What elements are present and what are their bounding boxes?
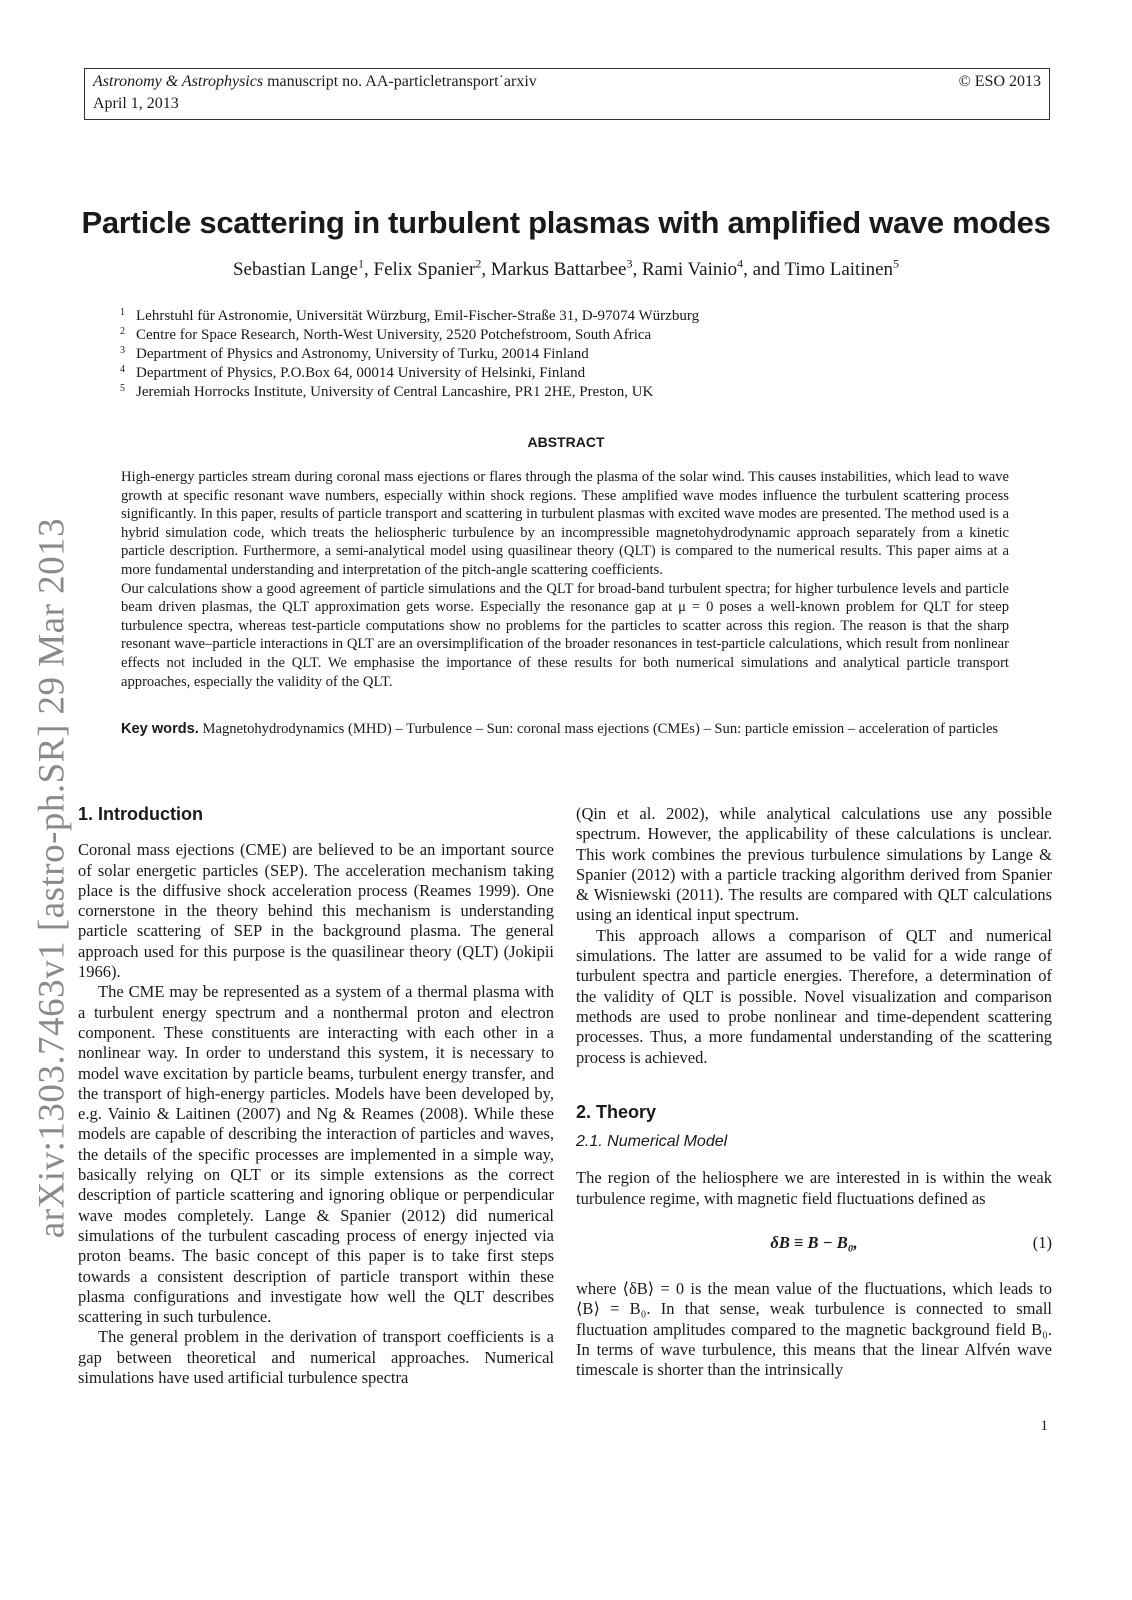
copyright: © ESO 2013 xyxy=(958,73,1041,90)
paragraph: The CME may be represented as a system of a thermal plasma with a turbulent energy spectrum and a nonthermal proton and electron component. These constituents are interacting with each other in a nonlinear way. In order to understand this system, it is necessary to model wave excitation by particle beams, turbulent energy transfer, and the transport of high-energy particles. Models have been developed by, e.g. Vainio & Laitinen (2007) and Ng & Reames (2008). While these models are capable of describing the interaction of particles and waves, the details of the specific processes are implemented in a simple way, basically relying on QLT or its simple extensions as the correct description of particle scattering and ignoring oblique or perpendicular wave modes completely. Lange & Spanier (2012) did numerical simulations of the turbulent cascading process of energy injected via proton beams. The basic concept of this paper is to take first steps towards a consistent description of particle transport within these plasma configurations and investigate how well the QLT describes scattering in such turbulence. xyxy=(78,982,554,1327)
affiliation: 4 Department of Physics, P.O.Box 64, 00014 University of Helsinki, Finland xyxy=(120,364,586,381)
affiliation: 3 Department of Physics and Astronomy, University of Turku, 20014 Finland xyxy=(120,345,589,362)
journal-name: Astronomy & Astrophysics xyxy=(93,73,264,90)
section-heading-theory: 2. Theory xyxy=(576,1101,657,1122)
paragraph: Coronal mass ejections (CME) are believed to be an important source of solar energetic particles (SEP). The acceleration mechanism taking place is the diffusive shock acceleration process (Reames 1999). One cornerstone in the theory behind this mechanism is understanding particle scattering of SEP in the background plasma. The general approach used for this purpose is the quasilinear theory (QLT) (Jokipii 1966). xyxy=(78,840,554,982)
equation-body: δB ≡ B − B₀, xyxy=(770,1233,858,1253)
keywords xyxy=(121,720,1009,739)
author: Timo Laitinen$^5$ xyxy=(784,257,900,281)
affiliation: 2 Centre for Space Research, North-West University, 2520 Potchefstroom, South Africa xyxy=(120,326,652,343)
abstract-paragraph: Our calculations show a good agreement of particle simulations and the QLT for broad-band turbulent spectra; for higher turbulence levels and particle beam driven plasmas, the QLT approximation gets worse. Especially the resonance gap at μ = 0 poses a well-known problem for QLT for steep turbulence spectra, whereas test-particle computations show no problems for the particles to scatter across this region. The reason is that the sharp resonant wave–particle interactions in QLT are an oversimplification of the broader resonances in test-particle calculations, which result from nonlinear effects not included in the QLT. We emphasise the importance of these results for both numerical simulations and analytical particle transport approaches, especially the validity of the QLT. xyxy=(121,580,1009,690)
author: Sebastian Lange$^1$, xyxy=(232,257,374,281)
affiliation: 5 Jeremiah Horrocks Institute, University of Central Lancashire, PR1 2HE, Preston, UK xyxy=(120,383,654,400)
abstract-body xyxy=(121,468,1009,691)
keywords-text: Magnetohydrodynamics (MHD) – Turbulence – Sun: coronal mass ejections (CMEs) – Sun: particle emission – acceleration of particles xyxy=(198,721,999,737)
paper-title: Particle scattering in turbulent plasmas with amplified wave modes xyxy=(81,205,1051,240)
affiliation: 1 Lehrstuhl für Astronomie, Universität Würzburg, Emil-Fischer-Straße 31, D-97074 Würzburg xyxy=(120,307,700,324)
author: Rami Vainio$^4$, and xyxy=(641,257,785,281)
manuscript-id: manuscript no. AA-particletransport˙arxiv xyxy=(263,73,537,90)
equation xyxy=(576,1233,1052,1255)
header-line-1 xyxy=(93,71,1041,93)
subsection-heading-numerical-model: 2.1. Numerical Model xyxy=(576,1133,728,1151)
page-number: 1 xyxy=(1040,1418,1048,1434)
paragraph: The region of the heliosphere we are interested in is within the weak turbulence regime, with magnetic field fluctuations defined as xyxy=(576,1168,1052,1208)
right-column xyxy=(576,804,1052,1381)
keywords-label: Key words. xyxy=(121,721,199,737)
abstract-paragraph: High-energy particles stream during coronal mass ejections or flares through the plasma of the solar wind. This causes instabilities, which lead to wave growth at specific resonant wave numbers, especially within shock regions. These amplified wave modes influence the turbulent scattering process significantly. In this paper, results of particle transport and scattering in turbulent plasmas with excited wave modes are presented. The method used is a hybrid simulation code, which treats the heliospheric turbulence by an incompressible magnetohydrodynamic approach separately from a kinetic particle description. Furthermore, a semi-analytical model using quasilinear theory (QLT) is compared to the numerical results. This paper aims at a more fundamental understanding and interpretation of the pitch-angle scattering coefficients. xyxy=(121,469,1009,578)
abstract-heading: ABSTRACT xyxy=(527,434,605,450)
equation-number: (1) xyxy=(1032,1233,1052,1253)
header-date: April 1, 2013 xyxy=(93,95,179,112)
left-column xyxy=(78,804,554,1388)
arxiv-stamp: arXiv:1303.7463v1 [astro-ph.SR] 29 Mar 2013 xyxy=(31,517,73,1239)
journal-header xyxy=(84,68,1050,120)
author: Markus Battarbee$^3$, xyxy=(490,257,642,281)
affiliation-list xyxy=(118,307,699,402)
author-list xyxy=(60,257,1072,281)
author: Felix Spanier$^2$, xyxy=(373,257,491,281)
paragraph: The general problem in the derivation of transport coefficients is a gap between theoretical and numerical approaches. Numerical simulations have used artificial turbulence spectra xyxy=(78,1327,554,1388)
paragraph: where ⟨δB⟩ = 0 is the mean value of the fluctuations, which leads to ⟨B⟩ = B₀. In that sense, weak turbulence is connected to small fluctuation amplitudes compared to the magnetic background field B₀. In terms of wave turbulence, this means that the linear Alfvén wave timescale is shorter than the intrinsically xyxy=(576,1279,1052,1380)
section-heading-introduction: 1. Introduction xyxy=(78,804,203,824)
paragraph: This approach allows a comparison of QLT and numerical simulations. The latter are assumed to be valid for a wide range of turbulent spectra and particle energies. Therefore, a determination of the validity of QLT is possible. Novel visualization and comparison methods are used to probe nonlinear and time-dependent scattering processes. Thus, a more fundamental understanding of the scattering process is achieved. xyxy=(576,925,1052,1067)
paragraph: (Qin et al. 2002), while analytical calculations use any possible spectrum. However, the applicability of these calculations is unclear. This work combines the previous turbulence simulations by Lange & Spanier (2012) with a particle tracking algorithm derived from Spanier & Wisniewski (2011). The results are compared with QLT calculations using an identical input spectrum. xyxy=(576,804,1052,925)
